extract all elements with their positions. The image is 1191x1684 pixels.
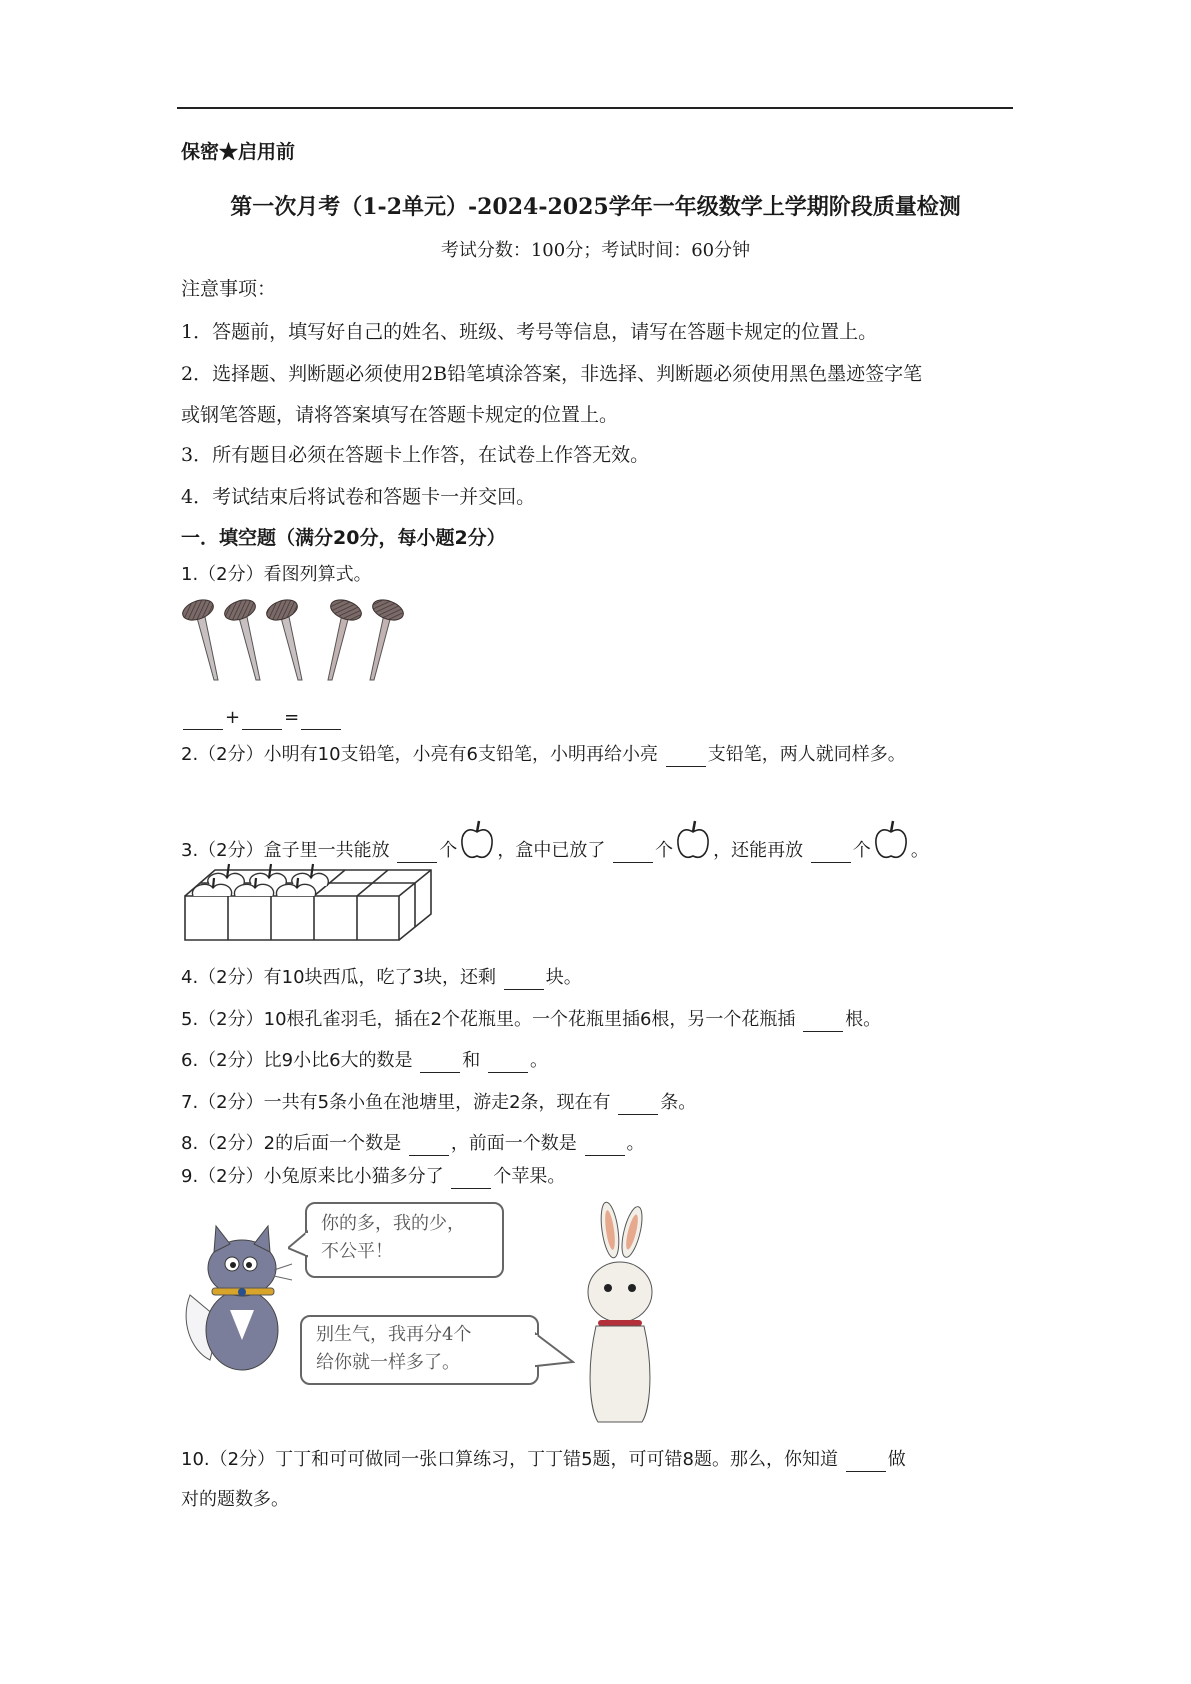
answer-blank[interactable]	[409, 1137, 449, 1156]
question-6: 6.（2分）比9小比6大的数是 和 。	[181, 1050, 548, 1071]
notice-heading: 注意事项：	[181, 278, 277, 300]
notice-item: 1．答题前，填写好自己的姓名、班级、考号等信息，请写在答题卡规定的位置上。	[181, 321, 878, 343]
question-1-stem: 1.（2分）看图列算式。	[181, 564, 372, 585]
answer-blank[interactable]	[618, 1096, 658, 1115]
answer-blank[interactable]	[183, 711, 223, 730]
header-rule	[177, 107, 1013, 109]
question-2: 2.（2分）小明有10支铅笔，小亮有6支铅笔，小明再给小亮 支铅笔，两人就同样多。	[181, 744, 906, 765]
question-8: 8.（2分）2的后面一个数是 ，前面一个数是 。	[181, 1133, 645, 1154]
question-4: 4.（2分）有10块西瓜，吃了3块，还剩 块。	[181, 967, 582, 988]
notice-item: 2．选择题、判断题必须使用2B铅笔填涂答案，非选择、判断题必须使用黑色墨迹签字笔	[181, 363, 923, 385]
exam-info: 考试分数：100分；考试时间：60分钟	[440, 240, 751, 261]
answer-blank[interactable]	[846, 1453, 886, 1472]
question-7: 7.（2分）一共有5条小鱼在池塘里，游走2条，现在有 条。	[181, 1092, 697, 1113]
nails-icon	[180, 598, 410, 686]
answer-blank[interactable]	[242, 711, 282, 730]
answer-blank[interactable]	[803, 1013, 843, 1032]
answer-blank[interactable]	[666, 748, 706, 767]
rabbit-speech-bubble: 别生气，我再分4个 给你就一样多了。	[300, 1315, 539, 1385]
question-5: 5.（2分）10根孔雀羽毛，插在2个花瓶里。一个花瓶里插6根，另一个花瓶插 根。	[181, 1009, 882, 1030]
notice-item: 4．考试结束后将试卷和答题卡一并交回。	[181, 486, 536, 508]
apple-box-icon	[183, 858, 445, 944]
answer-blank[interactable]	[811, 844, 851, 863]
cat-speech-bubble: 你的多，我的少， 不公平！	[305, 1202, 504, 1278]
question-10-continued: 对的题数多。	[181, 1489, 289, 1510]
notice-item: 或钢笔答题，请将答案填写在答题卡规定的位置上。	[181, 404, 619, 426]
answer-blank[interactable]	[613, 844, 653, 863]
bubble-tail-icon	[288, 1230, 308, 1260]
apple-icon	[459, 818, 495, 862]
apple-icon	[675, 818, 711, 862]
confidential-label: 保密★启用前	[181, 141, 296, 163]
answer-blank[interactable]	[420, 1054, 460, 1073]
question-10: 10.（2分）丁丁和可可做同一张口算练习，丁丁错5题，可可错8题。那么，你知道 做	[181, 1449, 906, 1470]
answer-blank[interactable]	[488, 1054, 528, 1073]
answer-blank[interactable]	[451, 1170, 491, 1189]
question-3: 3.（2分）盒子里一共能放 个 ，盒中已放了 个 ，还能再放 个 。	[181, 818, 929, 863]
bubble-tail-icon	[535, 1332, 575, 1372]
apple-icon	[873, 818, 909, 862]
question-1-equation: + =	[181, 706, 343, 730]
notice-item: 3．所有题目必须在答题卡上作答，在试卷上作答无效。	[181, 444, 650, 466]
question-9: 9.（2分）小兔原来比小猫多分了 个苹果。	[181, 1166, 566, 1187]
answer-blank[interactable]	[301, 711, 341, 730]
answer-blank[interactable]	[504, 971, 544, 990]
section-heading: 一．填空题（满分20分，每小题2分）	[181, 527, 506, 549]
page-title: 第一次月考（1-2单元）-2024-2025学年一年级数学上学期阶段质量检测	[230, 194, 961, 220]
cat-rabbit-illustration	[180, 1200, 660, 1435]
answer-blank[interactable]	[585, 1137, 625, 1156]
